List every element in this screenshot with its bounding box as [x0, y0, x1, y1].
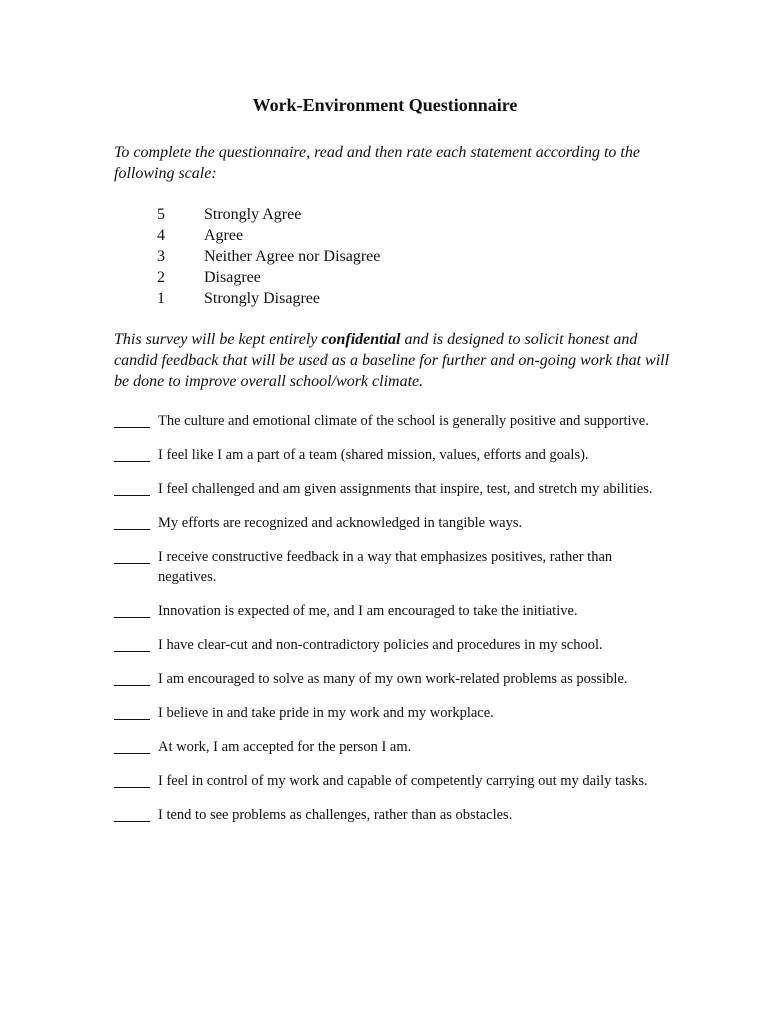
scale-value: 1 [157, 290, 165, 307]
statement-item [114, 548, 674, 587]
instructions-text: To complete the questionnaire, read and then rate each statement according to the following scale: [114, 144, 640, 182]
page-title: Work-Environment Questionnaire [252, 95, 518, 115]
statement-item [114, 670, 674, 690]
scale-row-3 [157, 246, 477, 267]
statement-text: Innovation is expected of me, and I am encouraged to take the initiative. [158, 602, 578, 619]
scale-row-5 [157, 204, 477, 225]
rating-blank[interactable] [114, 636, 150, 652]
statement-item [114, 446, 674, 466]
scale-label: Neither Agree nor Disagree [204, 248, 381, 265]
scale-label: Disagree [204, 269, 261, 286]
scale-label: Agree [204, 227, 244, 244]
statement-item [114, 636, 674, 656]
rating-blank[interactable] [114, 412, 150, 428]
statement-text: I feel challenged and am given assignments that inspire, test, and stretch my abilities. [158, 481, 653, 497]
rating-blank[interactable] [114, 806, 150, 822]
rating-blank[interactable] [114, 446, 150, 462]
statement-item [114, 514, 674, 534]
notice-emphasis: confidential [321, 331, 401, 348]
rating-blank[interactable] [114, 548, 150, 564]
rating-scale [157, 204, 477, 309]
statement-text: I feel like I am a part of a team (shared mission, values, efforts and goals). [158, 447, 589, 463]
confidentiality-notice [114, 329, 674, 392]
rating-blank[interactable] [114, 670, 150, 686]
notice-text-end: and is designed to solicit honest and candid feedback that will be used as a baseline for further and on-going work that will be done to improve overall school/work climate. [114, 331, 670, 390]
statement-text: I receive constructive feedback in a way that emphasizes positives, rather than negatives. [158, 549, 613, 585]
rating-blank[interactable] [114, 772, 150, 788]
statement-item [114, 412, 674, 432]
rating-blank[interactable] [114, 738, 150, 754]
statement-text: I believe in and take pride in my work and my workplace. [158, 704, 494, 721]
scale-label: Strongly Agree [204, 206, 302, 223]
scale-label: Strongly Disagree [204, 290, 320, 307]
statement-text: The culture and emotional climate of the school is generally positive and supportive. [158, 413, 649, 429]
statement-item [114, 480, 674, 500]
scale-value: 5 [157, 206, 165, 223]
statement-item [114, 772, 674, 792]
statement-text: I tend to see problems as challenges, rather than as obstacles. [158, 806, 513, 823]
statement-item [114, 602, 674, 622]
rating-blank[interactable] [114, 704, 150, 720]
rating-blank[interactable] [114, 480, 150, 496]
scale-value: 4 [157, 227, 165, 244]
statement-item [114, 704, 674, 724]
statement-text: I feel in control of my work and capable of competently carrying out my daily tasks. [158, 772, 648, 789]
statement-text: My efforts are recognized and acknowledged in tangible ways. [158, 515, 523, 531]
scale-value: 2 [157, 269, 165, 286]
statement-text: I am encouraged to solve as many of my own work-related problems as possible. [158, 670, 628, 687]
scale-row-2 [157, 267, 477, 288]
statement-list [114, 412, 674, 840]
statement-item [114, 738, 674, 758]
rating-blank[interactable] [114, 514, 150, 530]
scale-row-4 [157, 225, 477, 246]
statement-text: At work, I am accepted for the person I am. [158, 738, 412, 755]
scale-row-1 [157, 288, 477, 309]
statement-text: I have clear-cut and non-contradictory policies and procedures in my school. [158, 636, 603, 653]
rating-blank[interactable] [114, 602, 150, 618]
statement-item [114, 806, 674, 826]
notice-text-start: This survey will be kept entirely [114, 331, 322, 348]
scale-value: 3 [157, 248, 165, 265]
